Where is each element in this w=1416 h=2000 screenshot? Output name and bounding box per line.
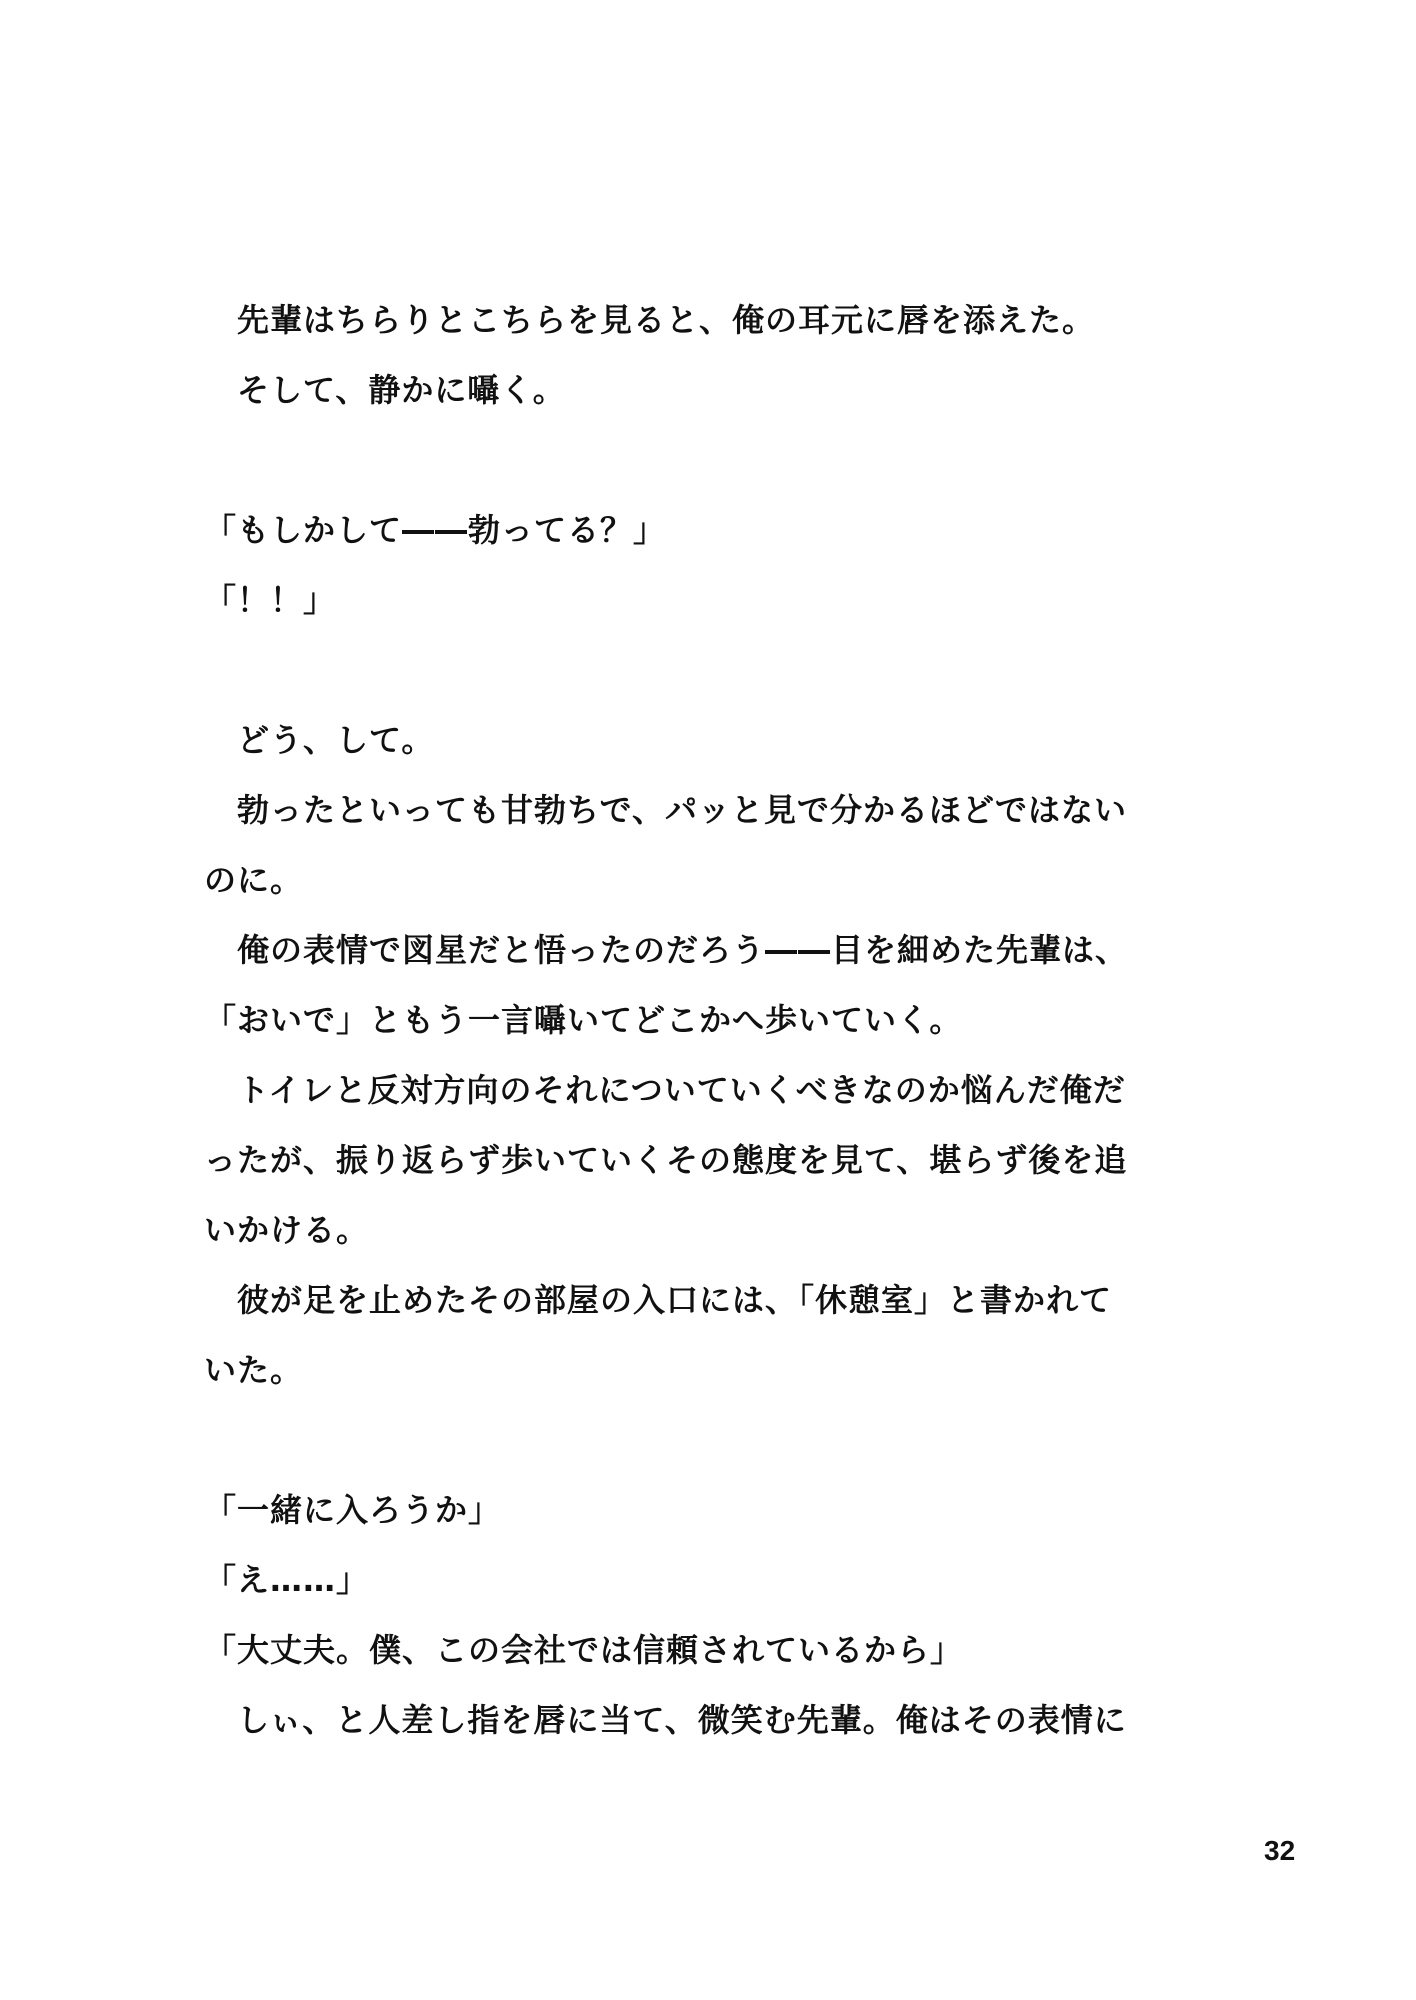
text-line: のに。 (204, 861, 304, 899)
text-line: 彼が足を止めたその部屋の入口には、「休憩室」と書かれて (204, 1281, 1113, 1319)
text-line: そして、静かに囁く。 (204, 371, 566, 409)
text-line: 「もしかして――勃ってる？」 (204, 511, 667, 549)
text-line: 俺の表情で図星だと悟ったのだろう――目を細めた先輩は、 (204, 931, 1129, 969)
page-number: 32 (1264, 1835, 1296, 1866)
text-line: いた。 (204, 1351, 304, 1389)
text-line: 「え……」 (204, 1561, 370, 1599)
text-line: しぃ、と人差し指を唇に当て、微笑む先輩。俺はその表情に (204, 1701, 1127, 1739)
blank-line (204, 425, 1214, 495)
text-line: 先輩はちらりとこちらを見ると、俺の耳元に唇を添えた。 (204, 301, 1096, 339)
body-text (204, 285, 1214, 1755)
blank-line (204, 635, 1214, 705)
text-line: 「おいで」ともう一言囁いてどこかへ歩いていく。 (204, 1001, 963, 1039)
text-line: トイレと反対方向のそれについていくべきなのか悩んだ俺だ (204, 1071, 1126, 1109)
text-line: どう、して。 (204, 721, 435, 759)
text-line: 勃ったといっても甘勃ちで、パッと見で分かるほどではない (204, 791, 1128, 829)
text-line: 「一緒に入ろうか」 (204, 1491, 502, 1529)
text-line: 「大丈夫。僕、この会社では信頼されているから」 (204, 1631, 964, 1669)
text-line: ったが、振り返らず歩いていくその態度を見て、堪らず後を追 (204, 1141, 1128, 1179)
text-line: いかける。 (204, 1211, 370, 1249)
blank-line (204, 1405, 1214, 1475)
text-line: 「！！」 (204, 581, 337, 619)
